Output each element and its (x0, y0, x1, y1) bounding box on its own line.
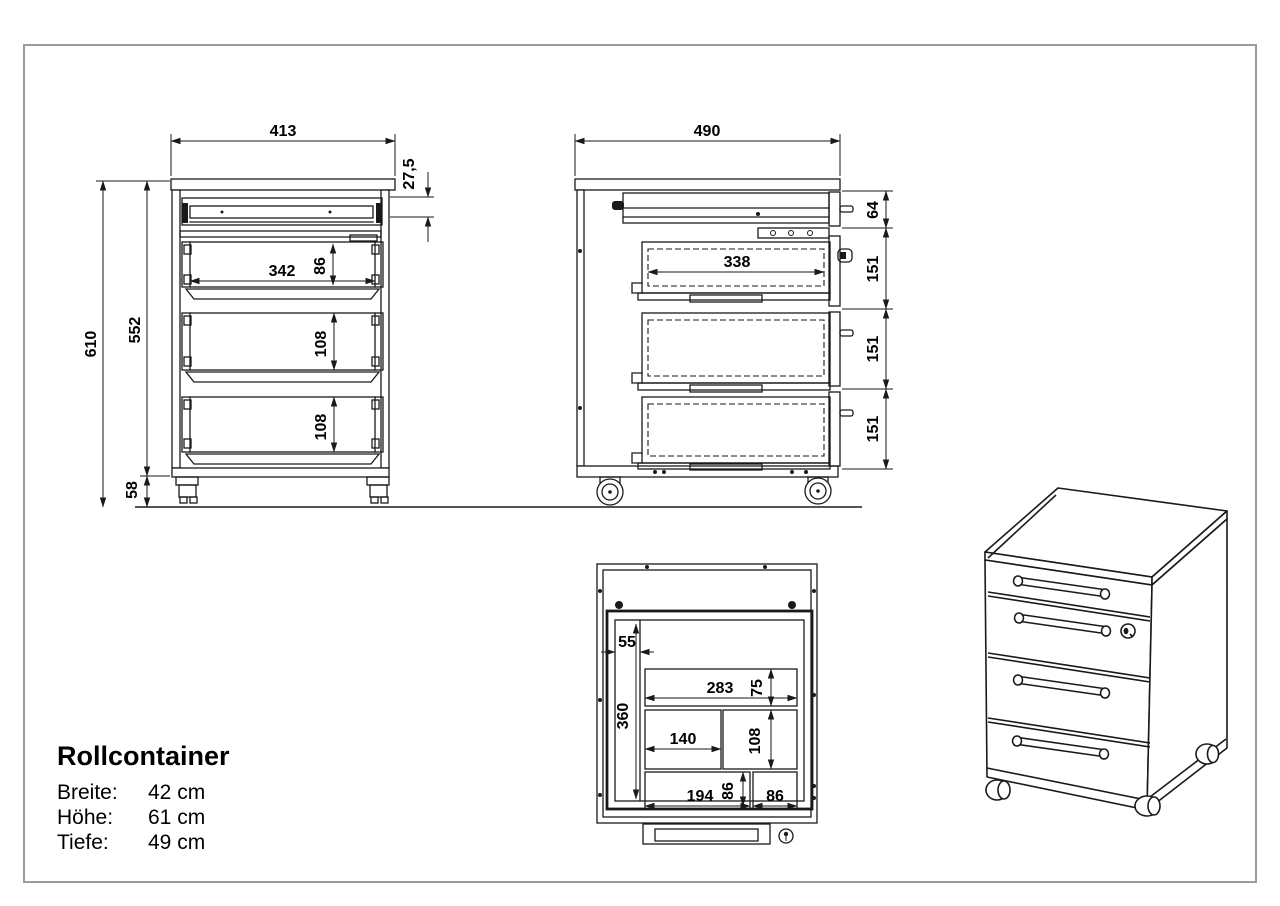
dim-top-comp-width: 283 (706, 680, 734, 697)
top-view (585, 550, 875, 860)
dim-bottom-comp-depth: 86 (720, 782, 737, 800)
dim-top-comp-depth: 75 (749, 679, 766, 697)
spec-value-width: 42 cm (148, 781, 206, 804)
dim-bottom-comp-width: 194 (686, 788, 714, 805)
dim-total-height: 610 (83, 330, 100, 358)
spec-label-depth: Tiefe: (57, 831, 109, 854)
dim-drawer3-height: 108 (313, 330, 330, 358)
spec-row-height (57, 805, 230, 830)
spec-value-depth: 49 cm (148, 831, 206, 854)
dim-depth: 490 (693, 123, 721, 140)
front-view-cabinet (171, 179, 395, 503)
top-view-front-edge (643, 824, 793, 844)
caster-front-left (986, 780, 1010, 800)
front-top-panel (171, 179, 395, 190)
dim-mid-comp-depth: 108 (747, 727, 764, 755)
top-view-lock (779, 829, 793, 843)
product-title: Rollcontainer (57, 741, 230, 771)
front-fixed-rail (180, 231, 381, 237)
drawer2-lock (1121, 624, 1135, 638)
side-view-cabinet (575, 179, 853, 505)
side-pencil-drawer (612, 193, 853, 238)
dim-section4: 151 (865, 415, 882, 443)
spec-label-height: Höhe: (57, 806, 114, 829)
spec-row-width (57, 780, 230, 805)
dim-mid-comp-width: 140 (669, 731, 697, 748)
dim-drawer2-height: 86 (312, 257, 329, 275)
front-caster-left (176, 477, 198, 503)
front-bottom-panel (172, 468, 389, 477)
dim-pen-slot: 55 (618, 634, 636, 651)
dim-top-section: 64 (865, 201, 882, 219)
caster-back-right (1196, 744, 1219, 764)
dim-pencil-front-height: 27,5 (401, 158, 418, 190)
front-caster-right (367, 477, 389, 503)
spec-label-width: Breite: (57, 781, 118, 804)
dim-caster-height: 58 (124, 481, 141, 499)
side-drawer-box-4 (632, 397, 830, 470)
side-caster-front (805, 477, 831, 504)
dim-drawer-inner-depth: 338 (723, 254, 751, 271)
dim-section2: 151 (865, 255, 882, 283)
side-top-panel (575, 179, 840, 190)
caster-front-right (1135, 796, 1160, 816)
dim-drawer4-height: 108 (313, 413, 330, 441)
front-and-side-elevation (60, 110, 910, 530)
front-pencil-drawer (182, 198, 382, 225)
top-view-dimensions (601, 624, 797, 806)
perspective-view (975, 475, 1240, 825)
front-drawer-3 (182, 313, 383, 382)
side-caster-back (597, 477, 623, 505)
dim-drawer-inner-width: 342 (268, 263, 296, 280)
dim-bottom-right-comp-width: 86 (766, 788, 784, 805)
dim-tray-length: 360 (615, 702, 632, 730)
front-right-panel (381, 190, 389, 468)
spec-row-depth (57, 830, 230, 855)
side-back-panel (577, 190, 584, 466)
top-view-pencil-tray (607, 611, 812, 809)
side-bottom-panel (577, 466, 838, 477)
side-drawer-box-3 (632, 313, 853, 416)
perspective-cabinet (985, 488, 1227, 816)
spec-value-height: 61 cm (148, 806, 206, 829)
dim-front-width: 413 (269, 123, 297, 140)
dim-section3: 151 (865, 335, 882, 363)
front-drawer-4 (182, 397, 383, 464)
front-left-panel (172, 190, 180, 468)
product-info (57, 741, 230, 855)
side-view-dimensions (575, 123, 893, 469)
dim-body-height: 552 (127, 316, 144, 344)
